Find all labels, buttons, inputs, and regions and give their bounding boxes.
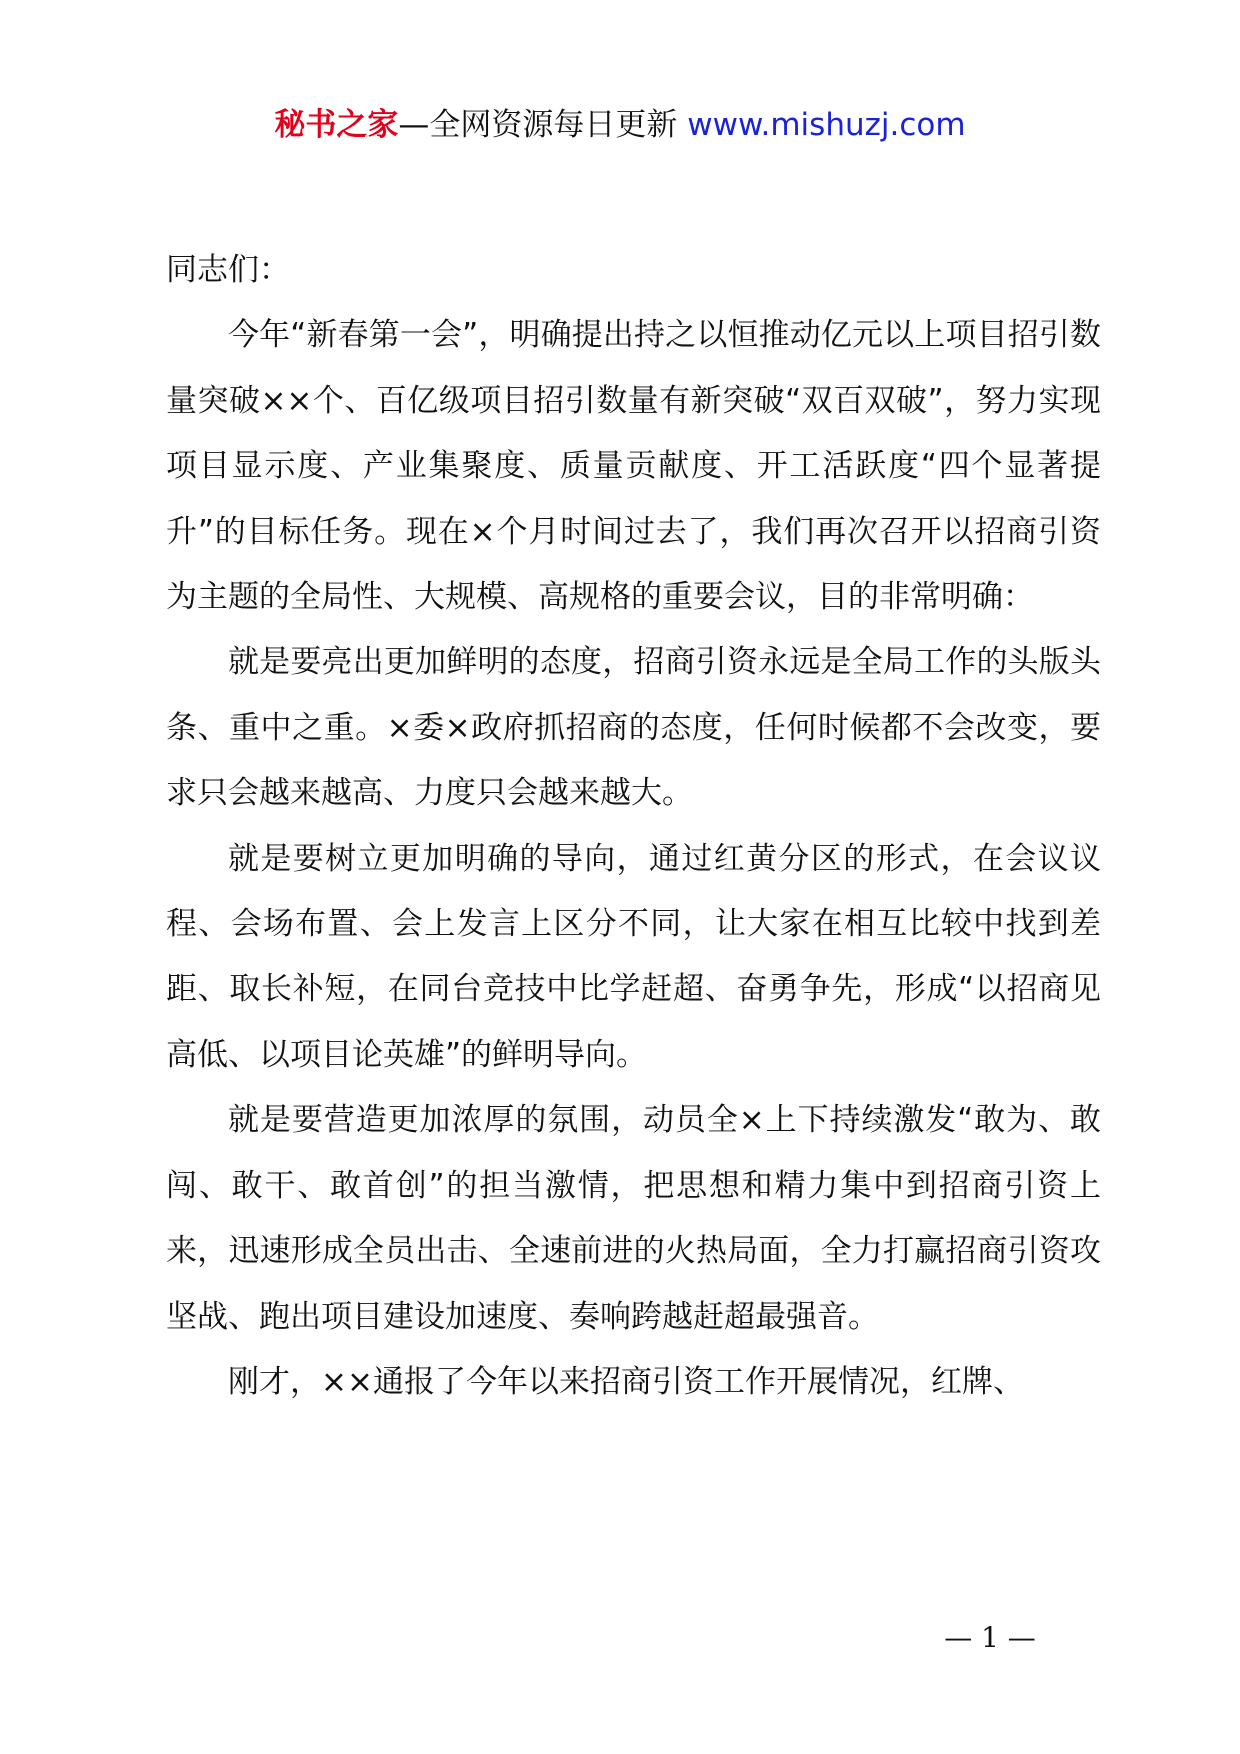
site-brand-name: 秘书之家 [274,107,399,143]
site-tagline: —全网资源每日更新 [398,107,688,143]
document-body [166,238,1101,1415]
page-number: — 1 — [944,1621,1036,1654]
salutation: 同志们： [166,252,290,288]
paragraph-report: 刚才，××通报了今年以来招商引资工作开展情况，红牌、 [228,1363,1024,1400]
paragraph-atmosphere: 就是要营造更加浓厚的氛围，动员全×上下持续激发“敢为、敢闯、敢干、敢首创”的担当激情，把思想和精力集中到招商引资上来，迅速形成全员出击、全速前进的火热局面，全力打赢招商引资攻坚战、跑出项目建设加速度、奏响跨越赶超最强音。 [166,1102,1101,1335]
site-url: www.mishuzj.com [687,107,966,143]
paragraph-guidance: 就是要树立更加明确的导向，通过红黄分区的形式，在会议议程、会场布置、会上发言上区分不同，让大家在相互比较中找到差距、取长补短，在同台竞技中比学赶超、奋勇争先，形成“以招商见高低、以项目论英雄”的鲜明导向。 [166,840,1101,1073]
site-watermark-header [0,100,1240,150]
paragraph-intro: 今年“新春第一会”，明确提出持之以恒推动亿元以上项目招引数量突破××个、百亿级项目招引数量有新突破“双百双破”，努力实现项目显示度、产业集聚度、质量贡献度、开工活跃度“四个显著提升”的目标任务。现在×个月时间过去了，我们再次召开以招商引资为主题的全局性、大规模、高规格的重要会议，目的非常明确： [166,317,1101,616]
paragraph-attitude: 就是要亮出更加鲜明的态度，招商引资永远是全局工作的头版头条、重中之重。×委×政府抓招商的态度，任何时候都不会改变，要求只会越来越高、力度只会越来越大。 [166,644,1101,812]
